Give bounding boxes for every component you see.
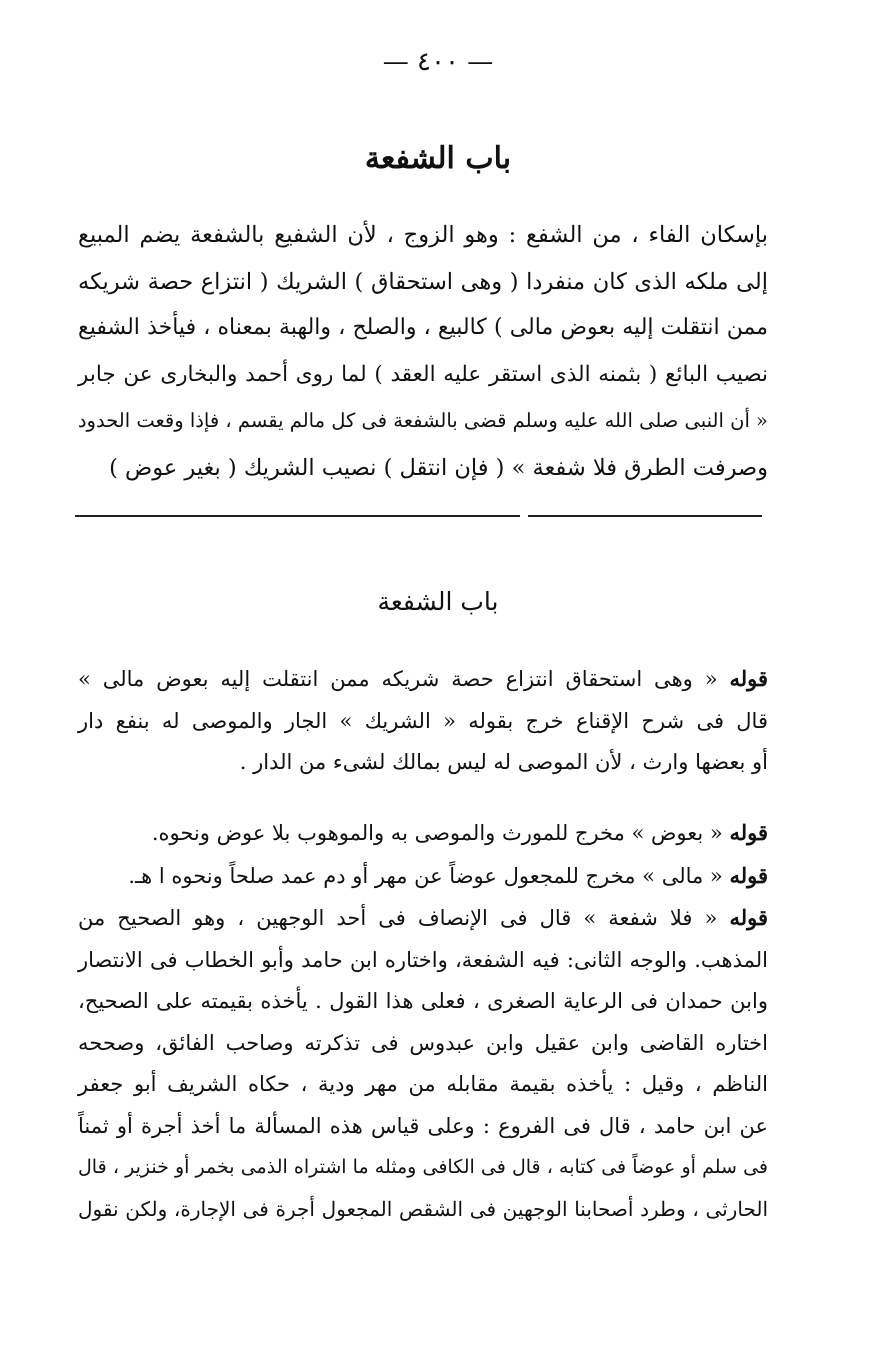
commentary-line [78, 1064, 768, 1106]
commentary-line [78, 742, 768, 784]
commentary-line [78, 1023, 768, 1065]
commentary-block-1 [78, 658, 768, 784]
commentary-text: اختاره القاضى وابن عقيل وابن عبدوس فى تذكرته وصاحب الفائق، وصححه [78, 1030, 768, 1055]
chapter-title: باب الشفعة [364, 141, 512, 176]
matn-line: نصيب البائع ( بثمنه الذى استقر عليه العقد ) لما روى أحمد والبخارى عن جابر [78, 361, 768, 387]
page-number: — ٤٠٠ — [382, 47, 494, 77]
commentary-line [78, 701, 768, 743]
matn-line: ممن انتقلت إليه بعوض مالى ) كالبيع ، والصلح ، والهبة بمعناه ، فيأخذ الشفيع [78, 315, 768, 340]
commentary-text: عن ابن حامد ، قال فى الفروع : وعلى قياس هذه المسألة ما أخذ أجرة أو ثمناً [78, 1113, 768, 1138]
commentary-text: « فلا شفعة » قال فى الإنصاف فى أحد الوجهين ، وهو الصحيح من [78, 906, 730, 930]
commentary-text: وابن حمدان فى الرعاية الصغرى ، فعلى هذا القول . يأخذه بقيمته على الصحيح، [78, 989, 768, 1013]
commentary-keyword: قوله [729, 905, 768, 930]
commentary-title: باب الشفعة [377, 587, 499, 616]
commentary-text: « مالى » مخرج للمجعول عوضاً عن مهر أو دم عمد صلحاً ونحوه ا هـ. [128, 863, 730, 888]
commentary-text: أو بعضها وارث ، لأن الموصى له ليس بمالك لشىء من الدار . [239, 750, 768, 774]
matn-line: وصرفت الطرق فلا شفعة » ( فإن انتقل ) نصيب الشريك ( بغير عوض ) [109, 454, 768, 481]
commentary-line [78, 1106, 768, 1148]
commentary-text: الناظم ، وقيل : يأخذه بقيمة مقابله من مهر ودية ، حكاه الشريف أبو جعفر [78, 1072, 768, 1096]
section-divider-left [75, 515, 520, 517]
commentary-text: المذهب. والوجه الثانى: فيه الشفعة، واختاره ابن حامد وأبو الخطاب فى الانتصار [78, 947, 768, 972]
section-divider-right [528, 515, 762, 517]
commentary-text: « بعوض » مخرج للمورث والموصى به والموهوب بلا عوض ونحوه. [151, 821, 730, 845]
matn-text [78, 212, 768, 491]
commentary-block-2 [78, 812, 768, 1230]
commentary-keyword: قوله [729, 666, 768, 691]
matn-line: « أن النبى صلى الله عليه وسلم قضى بالشفعة فى كل مالم يقسم ، فإذا وقعت الحدود [77, 409, 768, 432]
commentary-line [78, 981, 768, 1023]
commentary-line [78, 1147, 768, 1189]
commentary-line [78, 855, 768, 898]
commentary-line [78, 812, 768, 855]
commentary-text: الحارثى ، وطرد أصحابنا الوجهين فى الشقص المجعول أجرة فى الإجارة، ولكن نقول [78, 1196, 768, 1221]
commentary-line [78, 1189, 768, 1231]
commentary-keyword: قوله [729, 820, 768, 845]
commentary-text: قال فى شرح الإقناع خرج بقوله « الشريك » الجار والموصى له بنفع دار [78, 708, 768, 733]
commentary-line [78, 940, 768, 982]
matn-line: بإسكان الفاء ، من الشفع : وهو الزوج ، لأن الشفيع بالشفعة يضم المبيع [78, 222, 768, 248]
matn-line: إلى ملكه الذى كان منفردا ( وهى استحقاق ) الشريك ( انتزاع حصة شريكه [78, 268, 768, 295]
commentary-line [78, 658, 768, 701]
commentary-text: فى سلم أو عوضاً فى كتابه ، قال فى الكافى ومثله ما اشتراه الذمى بخمر أو خنزير ، قال [78, 1156, 768, 1178]
commentary-line [78, 897, 768, 940]
commentary-text: « وهى استحقاق انتزاع حصة شريكه ممن انتقلت إليه بعوض مالى » [78, 667, 730, 691]
commentary-keyword: قوله [729, 862, 768, 888]
